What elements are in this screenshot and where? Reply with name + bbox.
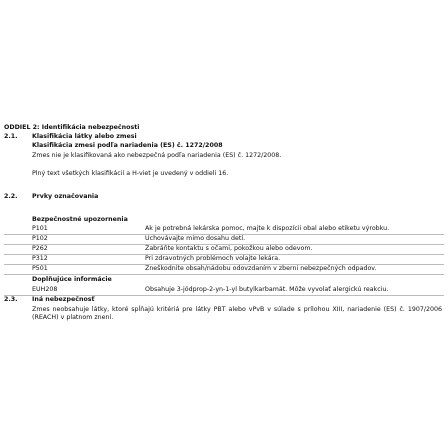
subsection-2-1-title: Klasifikácia látky alebo zmesi xyxy=(32,133,137,140)
precautionary-text: Zneškodnite obsah/nádobu odovzdaním v zberni nebezpečných odpadov. xyxy=(145,265,377,272)
subsection-2-2-number: 2.2. xyxy=(4,193,18,200)
section-title: ODDIEL 2: Identifikácia nebezpečnosti xyxy=(4,124,140,131)
precautionary-text: Pri zdravotných problémoch volajte lekára. xyxy=(145,255,281,262)
precautionary-text: Zabráňte kontaktu s očami, pokožkou alebo odevom. xyxy=(145,245,313,252)
row-divider xyxy=(4,274,444,275)
classification-statement: Zmes nie je klasifikovaná ako nebezpečná podľa nariadenia (ES) č. 1272/2008. xyxy=(32,152,282,159)
subsection-2-2-title: Prvky označovania xyxy=(32,193,99,200)
full-text-reference: Plný text všetkých klasifikácií a H-viet je uvedený v oddieli 16. xyxy=(32,170,229,177)
precautionary-code: P262 xyxy=(32,245,48,252)
precautionary-code: P102 xyxy=(32,235,48,242)
subsection-2-1-number: 2.1. xyxy=(4,133,18,140)
supplemental-text: Obsahuje 3-jódprop-2-yn-1-yl butylkarbamát. Môže vyvolať alergickú reakciu. xyxy=(145,286,389,293)
other-hazards-text: Zmes neobsahuje látky, ktoré spĺňajú kritériá pre látky PBT alebo vPvB v súlade s prílohou XIII, nariadenie (ES) č. 1907/2006 (REACH) v platnom znení. xyxy=(32,306,442,322)
precautionary-text: Uchovávajte mimo dosahu detí. xyxy=(145,235,246,242)
precautionary-statements-heading: Bezpečnostné upozornenia xyxy=(32,216,128,223)
subsection-2-1-subtitle: Klasifikácia zmesi podľa nariadenia (ES) č. 1272/2008 xyxy=(32,142,223,149)
precautionary-code: P501 xyxy=(32,265,48,272)
subsection-2-3-number: 2.3. xyxy=(4,296,18,303)
supplemental-info-heading: Doplňujúce informácie xyxy=(32,276,112,283)
precautionary-code: P312 xyxy=(32,255,48,262)
subsection-2-3-title: Iná nebezpečnosť xyxy=(32,296,95,303)
precautionary-text: Ak je potrebná lekárska pomoc, majte k dispozícii obal alebo etiketu výrobku. xyxy=(145,225,390,232)
precautionary-code: P101 xyxy=(32,225,48,232)
supplemental-code: EUH208 xyxy=(32,286,58,293)
